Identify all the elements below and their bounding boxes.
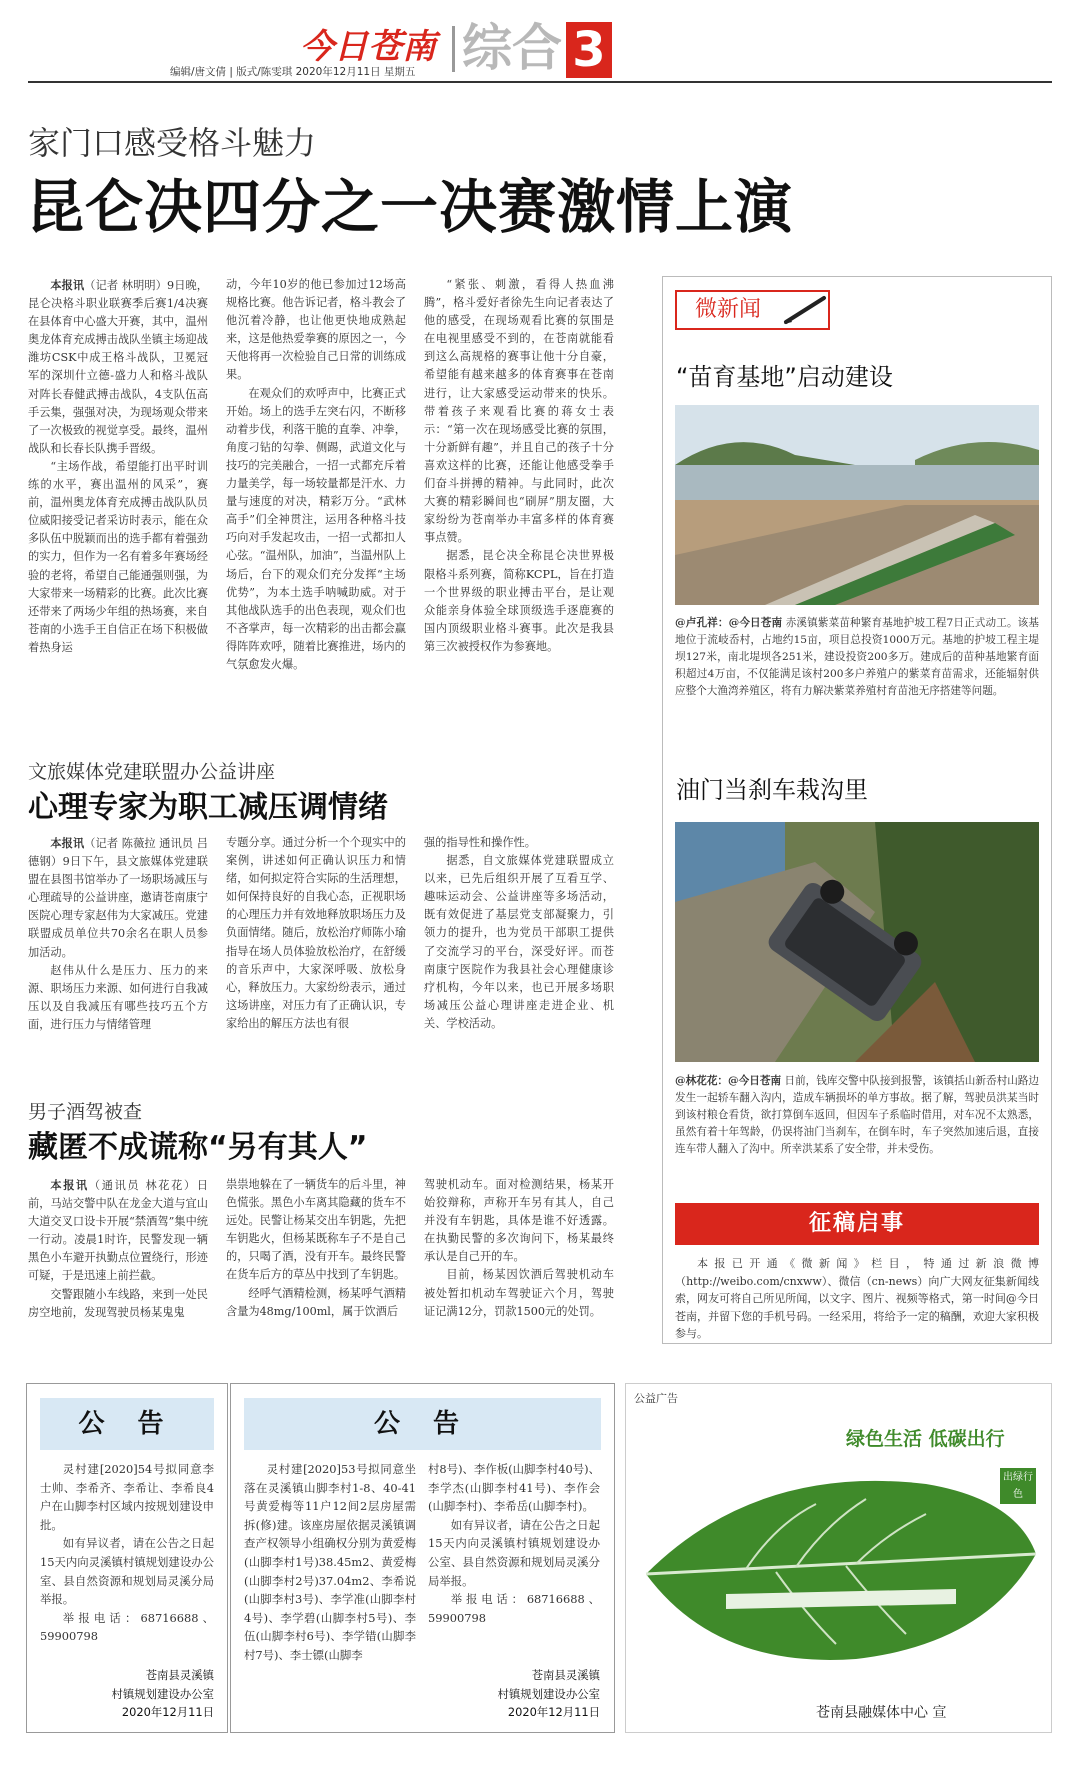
masthead-info: 编辑/唐文倩 | 版式/陈雯琪 2020年12月11日 星期五 bbox=[170, 66, 416, 78]
lead-byline: 本报讯 bbox=[50, 278, 85, 292]
story3-paragraph-3: 祟祟地躲在了一辆货车的后斗里，神色慌张。黑色小车离其隐藏的货车不远处。民警让杨某交出车钥匙，先把车钥匙火，但杨某既称车子不是自己的，只喝了酒，没有开车。最终民警在货车后方的草丛中找到了车钥匙。 bbox=[226, 1178, 406, 1282]
story2-paragraph-2: 赵伟从什么是压力、压力的来源、职场压力来源、如何进行自我减压以及自我减压有哪些技巧五个方面，进行压力与情绪管理 bbox=[28, 963, 208, 1031]
call-for-submissions-banner: 征稿启事 bbox=[675, 1203, 1039, 1245]
story3-column-2 bbox=[226, 1176, 406, 1340]
story2-paragraph-5: 据悉，自文旅媒体党建联盟成立以来，已先后组织开展了互看互学、趣味运动会、公益讲座等多场活动，既有效促进了基层党支部凝聚力，引领力的提升，也为党员干部职工提供了交流学习的平台，深受好评。而苍南康宁医院作为我县社会心理健康诊疗机构，今年以来，也已开展多场职场减压公益心理讲座走进企业、机关、学校活动。 bbox=[424, 854, 614, 1030]
story2-byline: 本报讯 bbox=[50, 836, 85, 850]
story2-column-1 bbox=[28, 834, 208, 1070]
lead-paragraph-1: 9日晚，昆仑决格斗职业联赛季后赛1/4决赛在县体育中心盛大开赛，其中，温州奥龙体育充成搏击战队坐镇主场迎战潍坊CSK中成王格斗战队，卫冕冠军的深圳什立德-盛力人和格斗战队对阵长春健武搏击战队，4支队伍高手云集，强强对决，为现场观众带来了一次极致的视觉享受。最终，温州战队和长春长队携手晋级。 bbox=[28, 279, 208, 455]
notice-2-date: 2020年12月11日 bbox=[507, 1705, 600, 1720]
lead-paragraph-4: 在观众们的欢呼声中，比赛正式开始。场上的选手左突右闪，不断移动着步伐，利落干脆的直拳、冲拳，角度刁钻的勾拳、侧踢，武道文化与技巧的完美融合，一招一式都充斥着力量美学，每一场较量都是汗水、力量与速度的对决，精彩万分。“武林高手”们全神贯注，运用各种格斗技巧向对手发起攻击，一招一式都扣人心弦。“温州队，加油”，当温州队上场后，台下的观众们充分发挥“主场优势”，为本土选手呐喊助威。对于其他战队选手的出色表现，观众们也不吝掌声，每一次精彩的出击都会赢得阵阵欢呼，随着比赛推进，场内的气氛愈发火爆。 bbox=[226, 386, 406, 671]
weixinwen-item1-title: “苗育基地”启动建设 bbox=[676, 363, 893, 391]
call-for-submissions-text: 本报已开通《微新闻》栏目，特通过新浪微博（http://weibo.com/cnxww）、微信（cn-news）向广大网友征集新闻线索，网友可将自己所见所闻，以文字、图片、视频等格式，第一时间@今日苍南，并留下您的手机号码。一经采用，将给予一定的稿酬，欢迎大家积极参与。 bbox=[675, 1257, 1039, 1340]
public-service-ad bbox=[625, 1383, 1052, 1733]
story3-paragraph-6: 目前，杨某因饮酒后驾驶机动车被处暂扣机动车驾驶证六个月，驾驶证记满12分，罚款1500元的处罚。 bbox=[424, 1268, 614, 1318]
notice-1-sign-dept: 村镇规划建设办公室 bbox=[111, 1686, 214, 1701]
notice-2-column-1: 灵村建[2020]53号拟同意坐落在灵溪镇山脚李村1-8、40-41号黄爱梅等11户12间2层房屋需拆(修)建。该座房屋依据灵溪镇调查产权领导小组确权分别为黄爱梅(山脚李村1号)38.45m2、黄爱梅(山脚李村2号)37.04m2、李希说(山脚李村3号)、李学准(山脚李村4号)、李学碧(山脚李村5号)、李伍(山脚李村6号)、李学错(山脚李村7号)、李士镖(山脚李 bbox=[244, 1462, 416, 1662]
pen-icon bbox=[780, 292, 830, 328]
ad-footer: 苍南县融媒体中心 宣 bbox=[816, 1705, 947, 1721]
weixinwen-item1-caption bbox=[675, 615, 1039, 735]
lead-column-3 bbox=[424, 276, 614, 708]
notice-2-title: 公 告 bbox=[244, 1398, 601, 1450]
ad-label: 公益广告 bbox=[634, 1392, 678, 1405]
notice-1-body bbox=[40, 1460, 214, 1656]
lead-paragraph-2: “主场作战，希望能打出平时训练的水平，赛出温州的风采”，赛前，温州奥龙体育充成搏击战队队员位威阳接受记者采访时表示，能在众多队伍中脱颖而出的选手都有着强劲的实力，但作为一名有着多年赛场经验的老将，希望自己能通强则强，为大家带来一场精彩的比赛。此次比赛还带来了两场少年组的热场赛，来自苍南的小选手王自信正在场下积极做着热身运 bbox=[28, 459, 208, 654]
lead-paragraph-6: 据悉，昆仑决全称昆仑决世界极限格斗系列赛，简称KCPL，旨在打造一个世界级的职业搏击平台，是让观众能亲身体验全球顶级选手逐鹿赛的国内顶级职业格斗赛事。此次是我县第三次被授权作为参赛地。 bbox=[424, 549, 614, 653]
story3-kicker: 男子酒驾被查 bbox=[28, 1101, 143, 1123]
notice-2-paragraph-3: 如有异议者，请在公告之日起15天内向灵溪镇村镇规划建设办公室、县自然资源和规划局灵溪分局举报。 bbox=[428, 1517, 600, 1588]
ad-seal: 出绿行色 bbox=[1000, 1468, 1036, 1504]
notice-2-signature bbox=[428, 1666, 600, 1726]
weixinwen-item2-title: 油门当刹车栽沟里 bbox=[676, 776, 868, 804]
story3-column-1 bbox=[28, 1176, 208, 1340]
item1-caption-text: 赤溪镇紫菜苗种繁育基地护坡工程7日正式动工。该基地位于流岐岙村，占地约15亩，项目总投资1000万元。基地的护坡工程主堤坝127米，南北堤坝各251米，建设投资200多万。建成后的苗种基地繁育面积超过4万亩，不仅能满足该村200多户养殖户的紫菜育苗需求，还能辐射供应整个大渔湾养殖区，将有力解决紫菜养殖村育苗池无序搭建等问题。 bbox=[675, 617, 1039, 697]
notice-1-signature bbox=[40, 1666, 214, 1726]
story2-kicker: 文旅媒体党建联盟办公益讲座 bbox=[28, 761, 276, 783]
item1-caption-author: @卢孔祥：@今日苍南 bbox=[675, 617, 783, 629]
notice-1-title: 公 告 bbox=[40, 1398, 214, 1450]
story2-paragraph-4: 强的指导性和操作性。 bbox=[424, 836, 536, 849]
story2-column-2 bbox=[226, 834, 406, 1070]
lead-byline-note: （记者 林明明） bbox=[84, 279, 167, 292]
story3-byline-note: （通讯员 林花花） bbox=[88, 1179, 197, 1192]
weixinwen-tag: 微新闻 bbox=[675, 290, 830, 330]
ad-slogan: 绿色生活 低碳出行 bbox=[846, 1428, 1005, 1450]
story2-column-3 bbox=[424, 834, 614, 1070]
car-accident-illustration bbox=[675, 822, 1039, 1062]
lead-kicker: 家门口感受格斗魅力 bbox=[28, 124, 317, 162]
item2-caption-author: @林花花：@今日苍南 bbox=[675, 1075, 782, 1087]
notice-1-paragraph-1: 灵村建[2020]54号拟同意李士帅、李希齐、李希让、李希良4户在山脚李村区域内按规划建设申批。 bbox=[40, 1462, 214, 1532]
lead-paragraph-3: 动，今年10岁的他已参加过12场高规格比赛。他告诉记者，格斗教会了他沉着冷静，也让他更快地成熟起来，这是他热爱拳赛的原因之一，今天他将再一次检验自己日常的训练成果。 bbox=[226, 278, 406, 382]
lead-paragraph-5: “紧张、刺激，看得人热血沸腾”，格斗爱好者徐先生向记者表达了他的感受，在现场观看比赛的氛围是在电视里感受不到的，在苍南就能看到这么高规格的赛事让他十分自豪，希望能有越来越多的体育赛事在苍南进行，让大家感受运动带来的快乐。带着孩子来观看比赛的蒋女士表示：“第一次在现场感受比赛的氛围，十分新鲜有趣”，并且自己的孩子十分喜欢这样的比赛，还能让他感受拳手们奋斗拼搏的精神。与此同时，此次大赛的精彩瞬间也“刷屏”朋友圈，大家纷纷为苍南举办丰富多样的体育赛事点赞。 bbox=[424, 278, 614, 545]
seedling-base-illustration bbox=[675, 405, 1039, 605]
notice-2-paragraph-4: 举报电话：68716688、59900798 bbox=[428, 1592, 600, 1625]
lead-column-1 bbox=[28, 276, 208, 708]
top-rule bbox=[28, 81, 1052, 83]
page-number: 3 bbox=[566, 22, 612, 78]
story3-column-3 bbox=[424, 1176, 614, 1340]
story3-byline: 本报讯 bbox=[50, 1178, 89, 1192]
story2-paragraph-1: 9日下午，县文旅媒体党建联盟在县图书馆举办了一场职场减压与心理疏导的公益讲座，邀请苍南康宁医院心理专家赵伟为大家减压。党建联盟成员单位共70余名在职人员参加活动。 bbox=[28, 855, 208, 959]
story3-paragraph-4: 经呼气酒精检测，杨某呼气酒精含量为48mg/100ml，属于饮酒后 bbox=[226, 1286, 406, 1318]
notice-1-sign-org: 苍南县灵溪镇 bbox=[145, 1668, 214, 1682]
story3-paragraph-5: 驾驶机动车。面对检测结果，杨某开始狡辩称，声称开车另有其人，自己并没有车钥匙，具体是谁不好透露。在执勤民警的多次询问下，杨某最终承认是自己开的车。 bbox=[424, 1178, 614, 1264]
story3-paragraph-1: 日前，马站交警中队在龙金大道与宜山大道交叉口设卡开展“禁酒驾”集中统一行动。凌晨1时许，民警发现一辆黑色小车避开执勤点位置绕行，形迹可疑，于是迅速上前拦截。 bbox=[28, 1179, 208, 1283]
story3-headline: 藏匿不成谎称“另有其人” bbox=[28, 1130, 368, 1165]
masthead-section: 综合 bbox=[462, 19, 562, 77]
leaf-icon bbox=[626, 1444, 1052, 1684]
lead-headline: 昆仑决四分之一决赛激情上演 bbox=[26, 173, 794, 241]
story2-paragraph-3: 专题分享。通过分析一个个现实中的案例，讲述如何正确认识压力和情绪，如何拟定符合实际的生活理想，如何保持良好的自我心态，正视职场的心理压力并有效地释放职场压力及负面情绪。随后，放松治疗师陈小瑜指导在场人员体验放松治疗，在舒缓的音乐声中，大家深呼吸、放松身心，释放压力。大家纷纷表示，通过这场讲座，对压力有了正确认识，专家给出的解压方法也有很 bbox=[226, 836, 406, 1030]
seedling-base-photo bbox=[675, 405, 1039, 605]
notice-2-paragraph-2: 村8号)、李作板(山脚李村40号)、李学杰(山脚李村41号)、李作会(山脚李村)、李希岳(山脚李村)。 bbox=[428, 1462, 600, 1514]
car-accident-photo bbox=[675, 822, 1039, 1062]
notice-1-date: 2020年12月11日 bbox=[121, 1705, 214, 1720]
story2-headline: 心理专家为职工减压调情绪 bbox=[28, 790, 388, 825]
weixinwen-item2-caption bbox=[675, 1073, 1039, 1195]
story3-paragraph-2: 交警跟随小车线路，来到一处民房空地前，发现驾驶员杨某鬼鬼 bbox=[28, 1287, 208, 1319]
notice-2-sign-org: 苍南县灵溪镇 bbox=[531, 1668, 600, 1682]
item2-caption-text: 日前，钱库交警中队接到报警，该镇括山新岙村山路边发生一起轿车翻入沟内，造成车辆损坏的单方事故。据了解，驾驶员洪某当时到该村粮仓看货，欲打算倒车返回，但因车子系临时借用，对车况不太熟悉，虽然有着十年驾龄，仍误将油门当刹车，在倒车时，车子突然加速后退，直接连车带人翻入了沟中。所幸洪某系了安全带，并未受伤。 bbox=[675, 1075, 1040, 1155]
lead-column-2 bbox=[226, 276, 406, 708]
notice-1-paragraph-2: 如有异议者，请在公告之日起15天内向灵溪镇村镇规划建设办公室、县自然资源和规划局灵溪分局举报。 bbox=[40, 1536, 214, 1607]
notice-2-column-2 bbox=[428, 1460, 600, 1660]
masthead-logo: 今日苍南 bbox=[300, 27, 436, 67]
story2-byline-note: （记者 陈薇拉 通讯员 吕德钢） bbox=[28, 837, 208, 869]
notice-1-paragraph-3: 举报电话：68716688、59900798 bbox=[40, 1610, 214, 1644]
notice-2-sign-dept: 村镇规划建设办公室 bbox=[497, 1686, 600, 1701]
